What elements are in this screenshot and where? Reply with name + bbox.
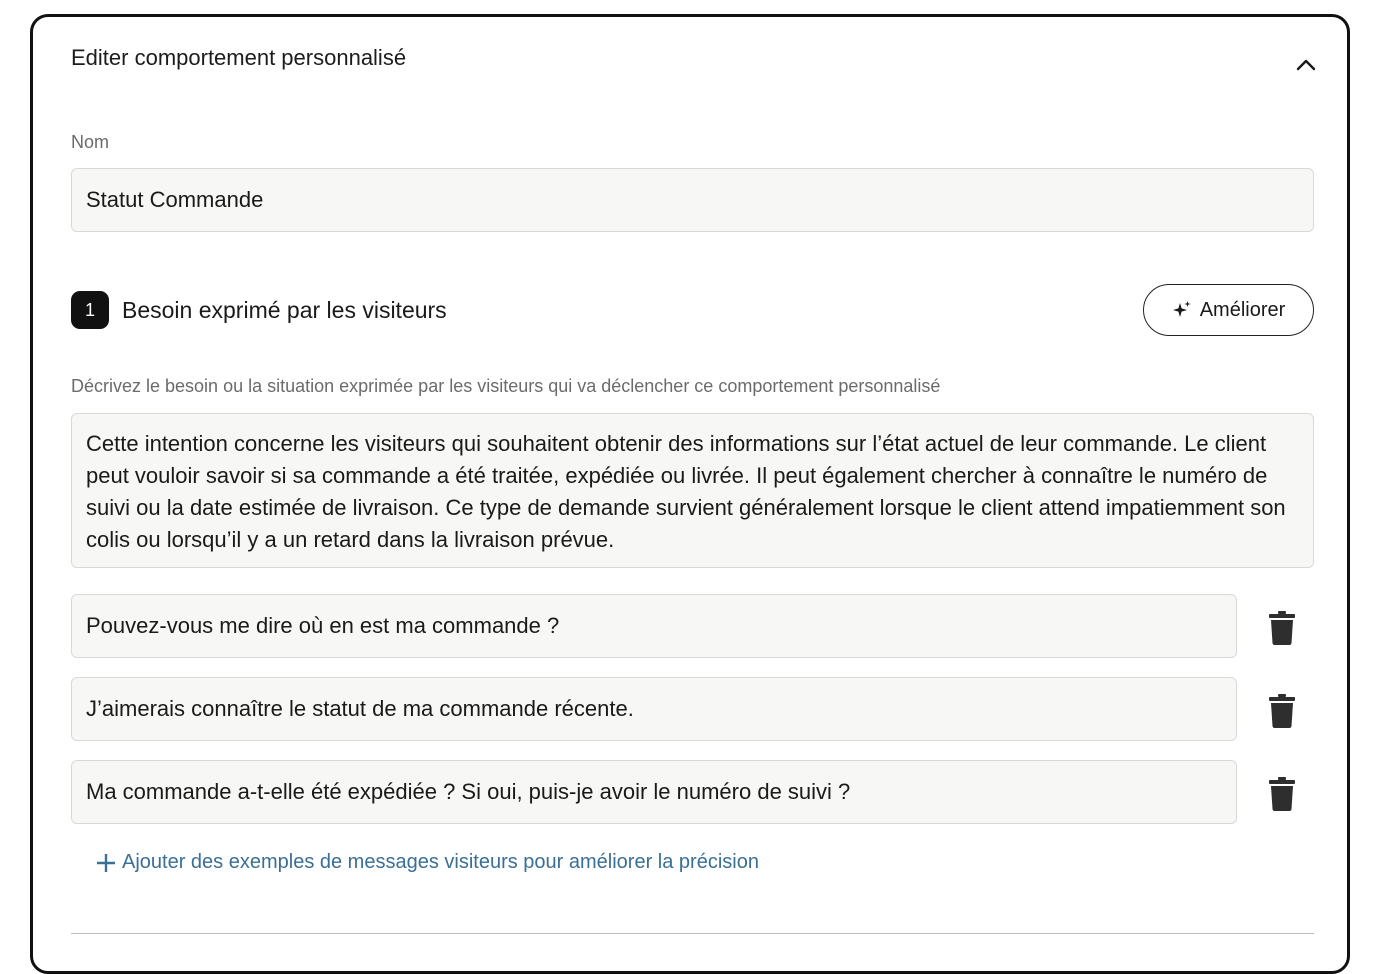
trash-icon[interactable] [1269, 694, 1295, 728]
example-input[interactable]: Ma commande a-t-elle été expédiée ? Si oui, puis-je avoir le numéro de suivi ? [71, 760, 1237, 824]
section-divider [71, 933, 1314, 934]
section-title: Besoin exprimé par les visiteurs [122, 296, 447, 323]
section-header [71, 291, 447, 329]
add-examples-link[interactable] [96, 851, 759, 874]
edit-behavior-panel [30, 14, 1350, 974]
panel-title: Editer comportement personnalisé [71, 45, 407, 70]
name-input[interactable]: Statut Commande [71, 168, 1314, 232]
name-label: Nom [71, 132, 110, 152]
step-badge: 1 [71, 291, 109, 329]
description-textarea[interactable]: Cette intention concerne les visiteurs qui souhaitent obtenir des informations sur l’état actuel de leur commande. Le client peut vouloir savoir si sa commande a été traitée, expédiée ou livrée. Il peut également chercher à connaître le numéro de suivi ou la date estimée de livraison. Ce type de demande survient généralement lorsque le client attend impatiemment son colis ou lorsqu’il y a un retard dans la livraison prévue. [71, 413, 1314, 568]
example-input[interactable]: Pouvez-vous me dire où en est ma commande ? [71, 594, 1237, 658]
improve-button-label: Améliorer [1199, 298, 1286, 321]
add-examples-label: Ajouter des exemples de messages visiteurs pour améliorer la précision [122, 851, 759, 873]
example-input[interactable]: J’aimerais connaître le statut de ma commande récente. [71, 677, 1237, 741]
collapse-button[interactable] [1291, 53, 1321, 77]
improve-button[interactable] [1143, 284, 1314, 336]
sparkle-icon [1172, 300, 1192, 320]
plus-icon [96, 853, 116, 873]
trash-icon[interactable] [1269, 777, 1295, 811]
trash-icon[interactable] [1269, 611, 1295, 645]
description-helper: Décrivez le besoin ou la situation exprimée par les visiteurs qui va déclencher ce comportement personnalisé [71, 376, 941, 396]
chevron-up-icon [1296, 59, 1316, 71]
